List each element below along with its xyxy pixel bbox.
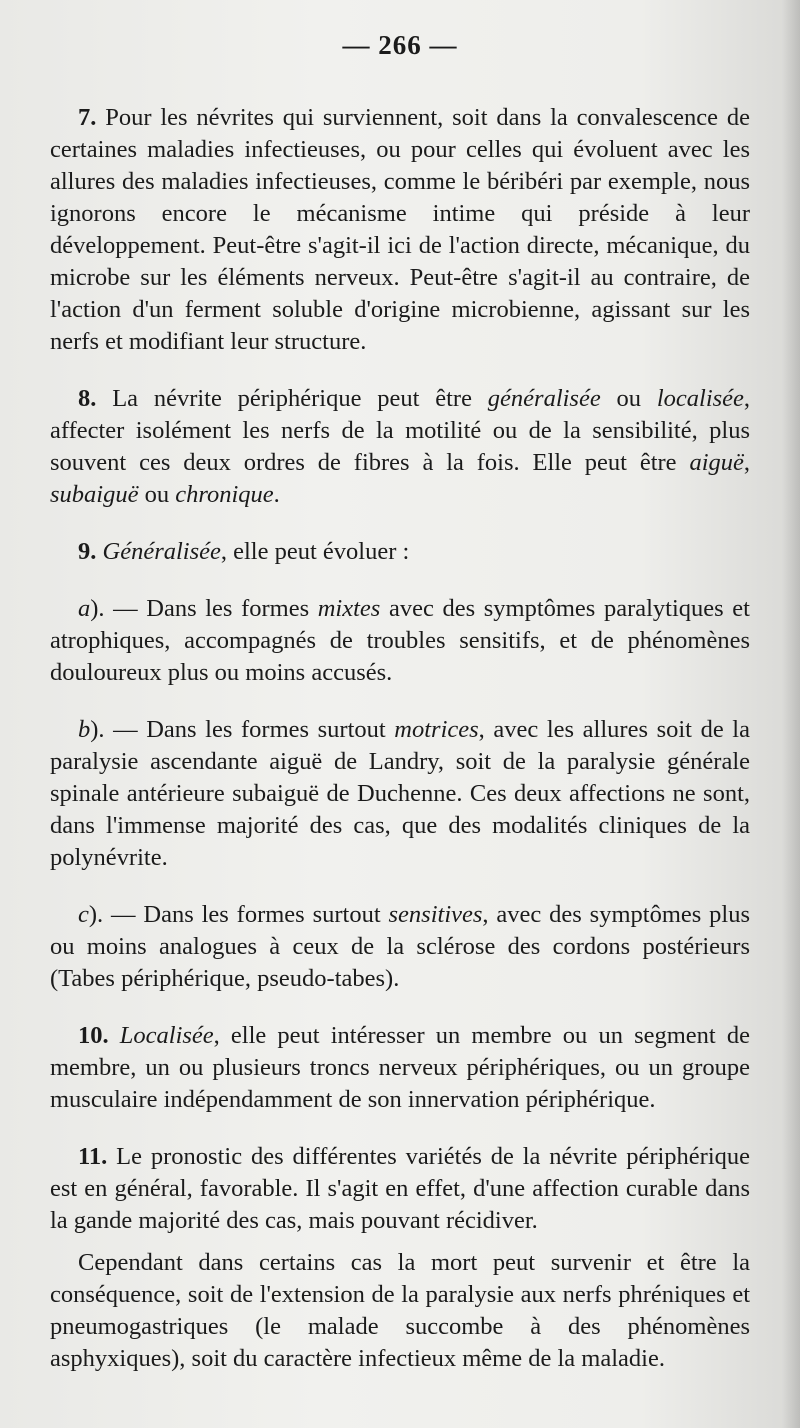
paragraph-9 <box>50 536 750 568</box>
text-span: . <box>273 481 280 508</box>
subparagraph-label: b <box>78 716 91 743</box>
page-number: — 266 — <box>342 30 458 60</box>
italic-term: Localisée <box>119 1022 214 1049</box>
italic-term: chronique <box>175 481 274 508</box>
italic-term: localisée <box>656 385 744 412</box>
text-span: , affecter isolément les nerfs de la motilité ou de la sensibilité, plus souvent ces deux ordres de fibres à la fois. Elle peut être <box>50 385 751 476</box>
paragraph-number: 10. <box>78 1022 109 1049</box>
paragraph-10 <box>50 1020 750 1116</box>
text-span: , avec des symptômes plus ou moins analogues à ceux de la sclérose des cordons postérieurs (Tabes périphérique, pseudo-tabes). <box>50 901 750 992</box>
paragraph-text: Le pronostic des différentes variétés de la névrite périphérique est en général, favorable. Il s'agit en effet, d'une affection curable dans la gande majorité des cas, mais pouvant récidiver. <box>50 1143 751 1234</box>
text-span: , avec les allures soit de la paralysie ascendante aiguë de Landry, soit de la paralysie générale spinale antérieure subaiguë de Duchenne. Ces deux affections ne sont, dans l'immense majorité des cas, que des modalités cliniques de la polynévrite. <box>50 716 750 871</box>
italic-term: motrices <box>394 716 479 743</box>
italic-term: mixtes <box>317 595 381 622</box>
italic-term: sensitives <box>388 901 483 928</box>
subparagraph-c <box>50 899 750 995</box>
subparagraph-b <box>50 714 750 874</box>
page-body <box>50 102 750 1375</box>
italic-term: généralisée <box>487 385 601 412</box>
italic-term: Généralisée <box>102 538 221 565</box>
paragraph-8 <box>50 383 750 511</box>
text-span: , elle peut intéresser un membre ou un segment de membre, un ou plusieurs troncs nerveux périphériques, ou un groupe musculaire indépendamment de son innervation périphérique. <box>50 1022 750 1113</box>
text-span: , elle peut évoluer : <box>220 538 410 565</box>
subparagraph-a <box>50 593 750 689</box>
paragraph-7 <box>50 102 750 358</box>
page-edge-shadow <box>782 0 800 1428</box>
text-span: avec des symptômes paralytiques et atrophiques, accompagnés de troubles sensitifs, et de phénomènes douloureux plus ou moins accusés. <box>50 595 750 686</box>
text-span: ). — Dans les formes <box>90 595 310 622</box>
paragraph-number: 8. <box>78 385 97 412</box>
paragraph-text: Pour les névrites qui surviennent, soit dans la convalescence de certaines maladies infectieuses, ou pour celles qui évoluent avec les allures des maladies infectieuses, comme le béribéri par exemple, nous ignorons encore le mécanisme intime qui préside à leur développement. Peut-être s'agit-il ici de l'action directe, mécanique, du microbe sur les éléments nerveux. Peut-être s'agit-il au contraire, de l'action d'un ferment soluble d'origine microbienne, agissant sur les nerfs et modifiant leur structure. <box>50 104 750 355</box>
paragraph-text: Cependant dans certains cas la mort peut survenir et être la conséquence, soit de l'extension de la paralysie aux nerfs phréniques et pneumogastriques (le malade succombe à des phénomènes asphyxiques), soit du caractère infectieux même de la maladie. <box>50 1249 750 1372</box>
text-span: ou <box>144 481 170 508</box>
text-span: ). — Dans les formes surtout <box>90 716 386 743</box>
paragraph-number: 7. <box>78 104 97 131</box>
text-span: ). — Dans les formes surtout <box>88 901 381 928</box>
paragraph-number: 9. <box>78 538 97 565</box>
italic-term: aiguë <box>689 449 744 476</box>
italic-term: subaiguë <box>50 481 139 508</box>
subparagraph-label: a <box>78 595 91 622</box>
text-span: La névrite périphérique peut être <box>112 385 472 412</box>
paragraph-number: 11. <box>78 1143 108 1170</box>
subparagraph-label: c <box>78 901 89 928</box>
text-span: , <box>743 449 750 476</box>
text-span: ou <box>616 385 642 412</box>
paragraph-11 <box>50 1141 750 1237</box>
paragraph-12 <box>50 1247 750 1375</box>
